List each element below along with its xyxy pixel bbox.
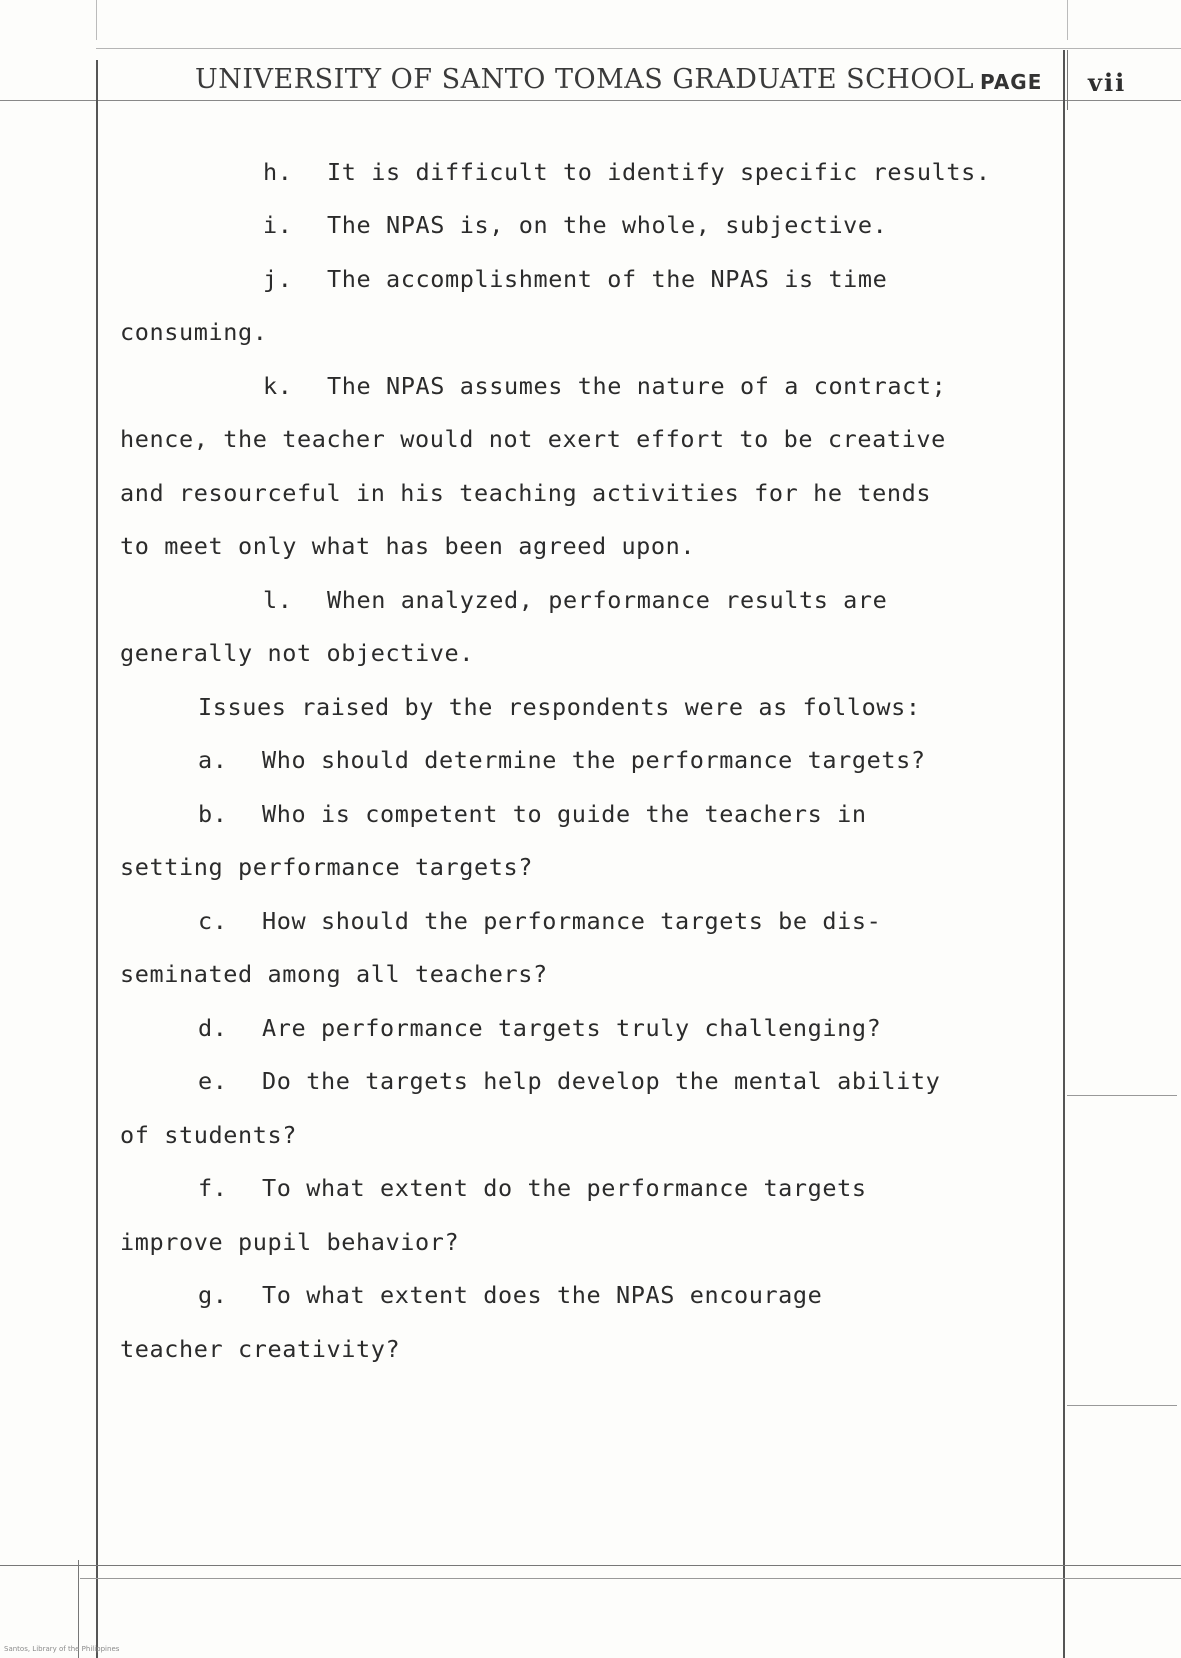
item-text: It is difficult to identify specific results.	[327, 158, 991, 186]
item-text: To what extent does the NPAS encourage	[262, 1281, 823, 1309]
list-item	[263, 585, 887, 615]
item-text: Who should determine the performance targets?	[262, 746, 926, 774]
item-text: The accomplishment of the NPAS is time	[327, 265, 888, 293]
list-item	[198, 1066, 940, 1096]
continuation-line: seminated among all teachers?	[120, 960, 548, 988]
footer-rule-secondary	[80, 1578, 1181, 1579]
item-text: Are performance targets truly challenging?	[262, 1014, 882, 1042]
item-label: d.	[198, 1014, 228, 1042]
continuation-line: generally not objective.	[120, 639, 474, 667]
continuation-line: of students?	[120, 1121, 297, 1149]
continuation-line: hence, the teacher would not exert effort to be creative	[120, 425, 946, 453]
item-label: a.	[198, 746, 228, 774]
right-margin-rule	[1063, 50, 1065, 1658]
paragraph-intro: Issues raised by the respondents were as follows:	[198, 693, 921, 721]
item-label: e.	[198, 1067, 228, 1095]
item-label: k.	[263, 372, 293, 400]
list-item	[198, 1173, 867, 1203]
item-text: How should the performance targets be dis-	[262, 907, 882, 935]
list-item	[263, 210, 887, 240]
item-label: l.	[263, 586, 293, 614]
item-label: g.	[198, 1281, 228, 1309]
list-item	[198, 1280, 822, 1310]
item-text: Do the targets help develop the mental ability	[262, 1067, 941, 1095]
continuation-line: and resourceful in his teaching activities for he tends	[120, 479, 932, 507]
list-item	[263, 157, 991, 187]
list-item	[263, 371, 946, 401]
institution-header: UNIVERSITY OF SANTO TOMAS GRADUATE SCHOOL	[195, 64, 975, 95]
continuation-line: setting performance targets?	[120, 853, 533, 881]
item-text: The NPAS is, on the whole, subjective.	[327, 211, 888, 239]
continuation-line: teacher creativity?	[120, 1335, 401, 1363]
list-item	[198, 906, 881, 936]
item-text: The NPAS assumes the nature of a contract;	[327, 372, 947, 400]
item-label: h.	[263, 158, 293, 186]
item-text: Who is competent to guide the teachers in	[262, 800, 867, 828]
item-label: c.	[198, 907, 228, 935]
item-text: When analyzed, performance results are	[327, 586, 888, 614]
left-margin-rule-secondary	[78, 1560, 79, 1658]
item-label: f.	[198, 1174, 228, 1202]
item-label: j.	[263, 265, 293, 293]
item-text: To what extent do the performance targets	[262, 1174, 867, 1202]
footer-rule	[0, 1565, 1181, 1566]
top-rule-faint	[96, 48, 1181, 49]
header-rule	[0, 100, 1181, 101]
item-label: i.	[263, 211, 293, 239]
right-column-tick	[1067, 1405, 1177, 1406]
page-box-divider	[1067, 50, 1068, 110]
continuation-line: consuming.	[120, 318, 268, 346]
list-item	[198, 1013, 881, 1043]
right-column-tick	[1067, 1095, 1177, 1096]
list-item	[263, 264, 887, 294]
top-margin-dash	[1067, 0, 1068, 40]
list-item	[198, 799, 867, 829]
page-number: vii	[1088, 68, 1127, 97]
item-label: b.	[198, 800, 228, 828]
continuation-line: to meet only what has been agreed upon.	[120, 532, 696, 560]
left-margin-rule	[96, 60, 98, 1658]
top-margin-dash	[96, 0, 97, 40]
list-item	[198, 745, 926, 775]
scan-footer-fine-print: Santos, Library of the Philippines	[4, 1645, 120, 1653]
continuation-line: improve pupil behavior?	[120, 1228, 460, 1256]
page-label: PAGE	[980, 70, 1043, 94]
